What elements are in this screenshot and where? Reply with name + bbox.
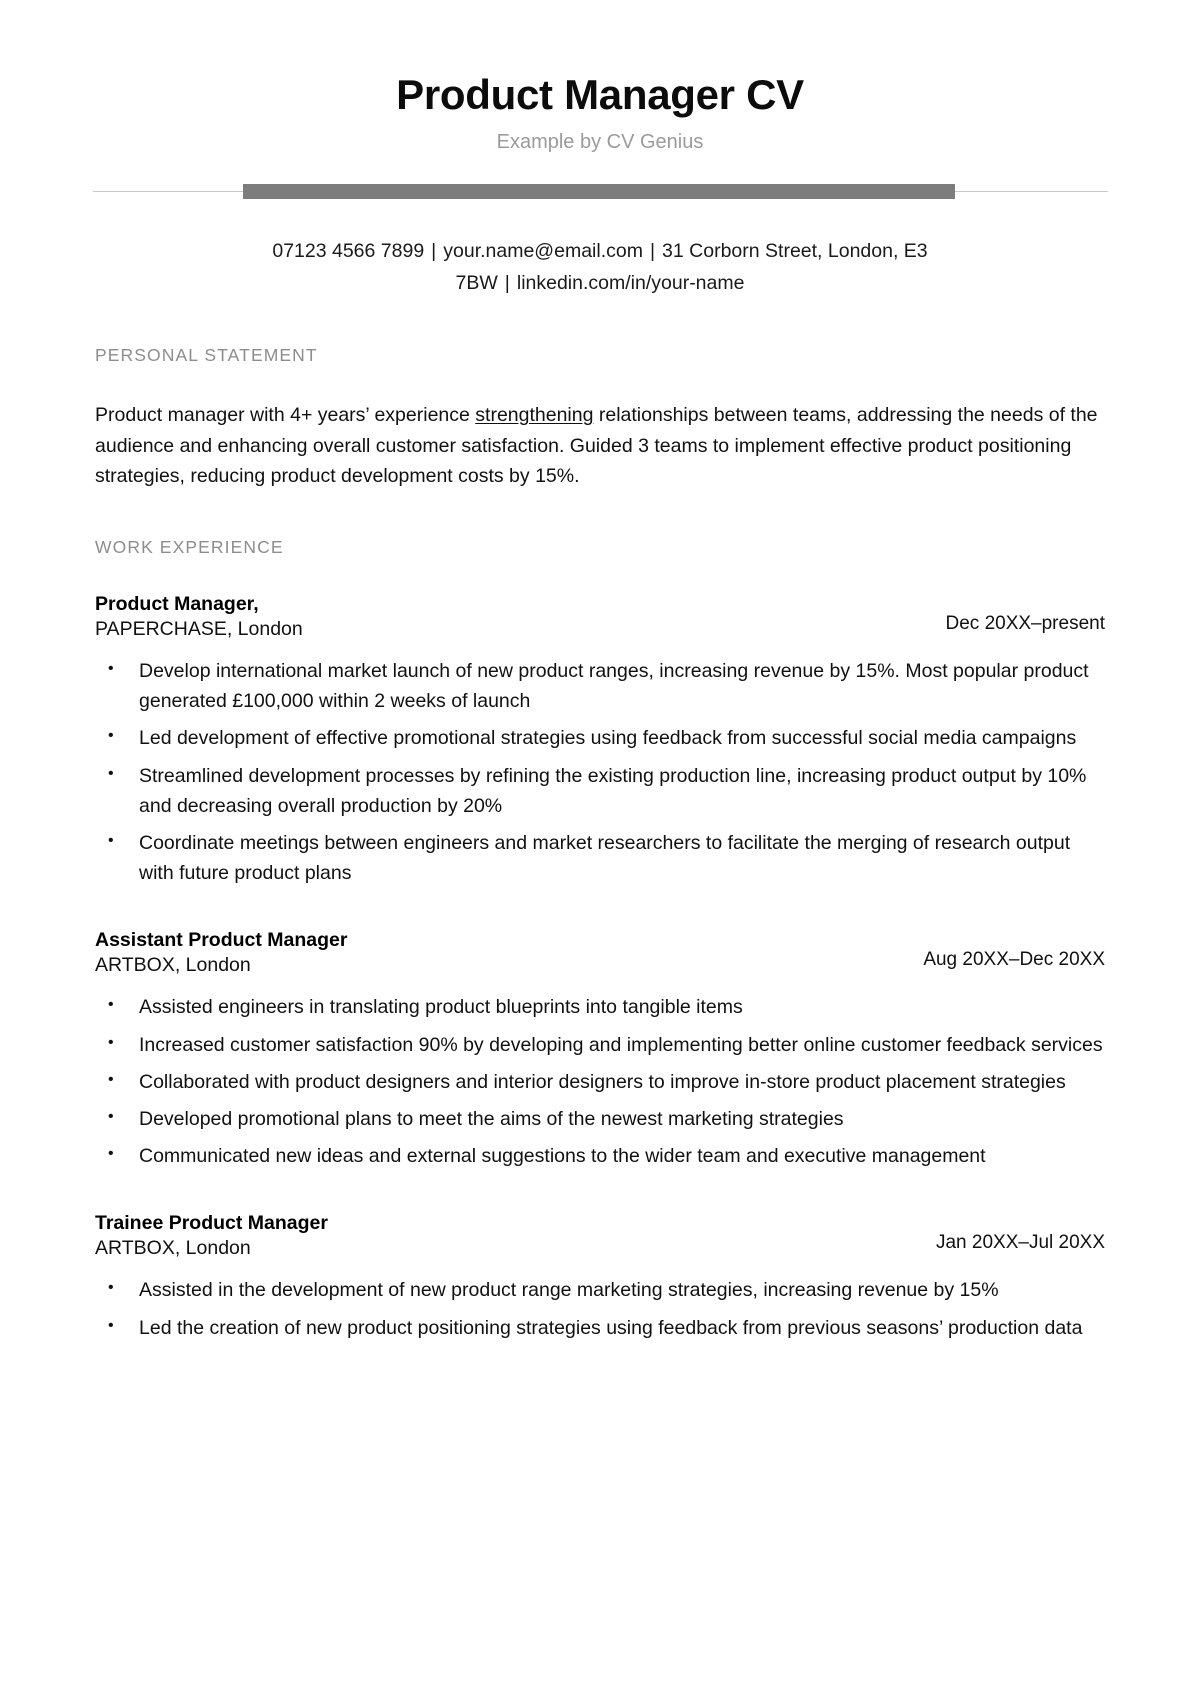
job-company: PAPERCHASE, London (95, 617, 303, 640)
job-bullet: • Assisted in the development of new product range marketing strategies, increasing revenue by 15% (95, 1275, 1105, 1305)
job-entry (95, 592, 1105, 888)
job-bullet: • Developed promotional plans to meet the aims of the newest marketing strategies (95, 1104, 1105, 1134)
job-title: Trainee Product Manager (95, 1212, 328, 1235)
contact-email[interactable]: your.name@email.com (443, 240, 643, 263)
page-subtitle: Example by CV Genius (496, 131, 704, 154)
contact-separator: | (649, 240, 656, 263)
job-entry (95, 1211, 1105, 1342)
section-heading-personal-statement: PERSONAL STATEMENT (95, 345, 318, 366)
statement-text-after: relationships between teams, addressing the needs of the audience and enhancing overall customer satisfaction. Guided 3 teams to implement effective product positioning strategies, reducing product development costs by 15%. (95, 404, 1098, 487)
job-bullet: • Streamlined development processes by refining the existing production line, increasing product output by 10% and decreasing overall production by 20% (95, 761, 1105, 821)
contact-separator: | (431, 240, 437, 263)
cv-body (95, 299, 1105, 1342)
job-bullet: • Assisted engineers in translating product blueprints into tangible items (95, 992, 1105, 1022)
job-dates: Aug 20XX–Dec 20XX (923, 949, 1105, 971)
personal-statement-text (95, 400, 1105, 491)
contact-address: 31 Corborn Street, London, E3 7BW (455, 240, 928, 294)
contact-phone: 07123 4566 7899 (272, 240, 425, 263)
job-bullet: • Led development of effective promotional strategies using feedback from successful social media campaigns (95, 723, 1105, 753)
contact-linkedin[interactable]: linkedin.com/in/your-name (516, 271, 745, 294)
job-identity (95, 1211, 920, 1261)
contact-line (160, 236, 1040, 299)
job-header (95, 928, 1105, 978)
job-header (95, 592, 1105, 642)
job-bullet-list (95, 1275, 1105, 1342)
job-identity (95, 928, 907, 978)
job-bullet: • Increased customer satisfaction 90% by developing and implementing better online customer feedback services (95, 1030, 1105, 1060)
job-title: Product Manager, (95, 593, 259, 615)
job-bullet: • Develop international market launch of new product ranges, increasing revenue by 15%. Most popular product generated £100,000 within 2 weeks of launch (95, 656, 1105, 716)
job-header (95, 1211, 1105, 1261)
job-entry (95, 928, 1105, 1171)
job-title: Assistant Product Manager (95, 929, 348, 952)
header-divider (93, 184, 1108, 200)
job-dates: Dec 20XX–present (945, 612, 1105, 634)
statement-text-before: Product manager with 4+ years’ experience (95, 404, 476, 427)
divider-accent-bar (243, 184, 955, 199)
job-bullet-list (95, 656, 1105, 889)
statement-underlined-word: strengthening (475, 404, 594, 427)
page-title: Product Manager CV (396, 71, 804, 118)
job-company: ARTBOX, London (95, 954, 251, 977)
job-bullet: • Coordinate meetings between engineers and market researchers to facilitate the merging of research output with future product plans (95, 828, 1105, 888)
job-dates: Jan 20XX–Jul 20XX (935, 1232, 1105, 1254)
job-bullet: • Communicated new ideas and external suggestions to the wider team and executive management (95, 1141, 1105, 1171)
contact-separator: | (504, 271, 510, 294)
cv-header (0, 0, 1200, 154)
section-work-experience (95, 537, 1105, 1343)
section-heading-work-experience: WORK EXPERIENCE (95, 537, 284, 557)
job-bullet: • Collaborated with product designers and interior designers to improve in-store product placement strategies (95, 1067, 1105, 1097)
job-bullet: • Led the creation of new product positioning strategies using feedback from previous seasons’ production data (95, 1313, 1105, 1343)
section-personal-statement (95, 345, 1105, 491)
job-bullet-list (95, 992, 1105, 1171)
job-company: ARTBOX, London (95, 1237, 251, 1260)
job-identity (95, 592, 930, 642)
